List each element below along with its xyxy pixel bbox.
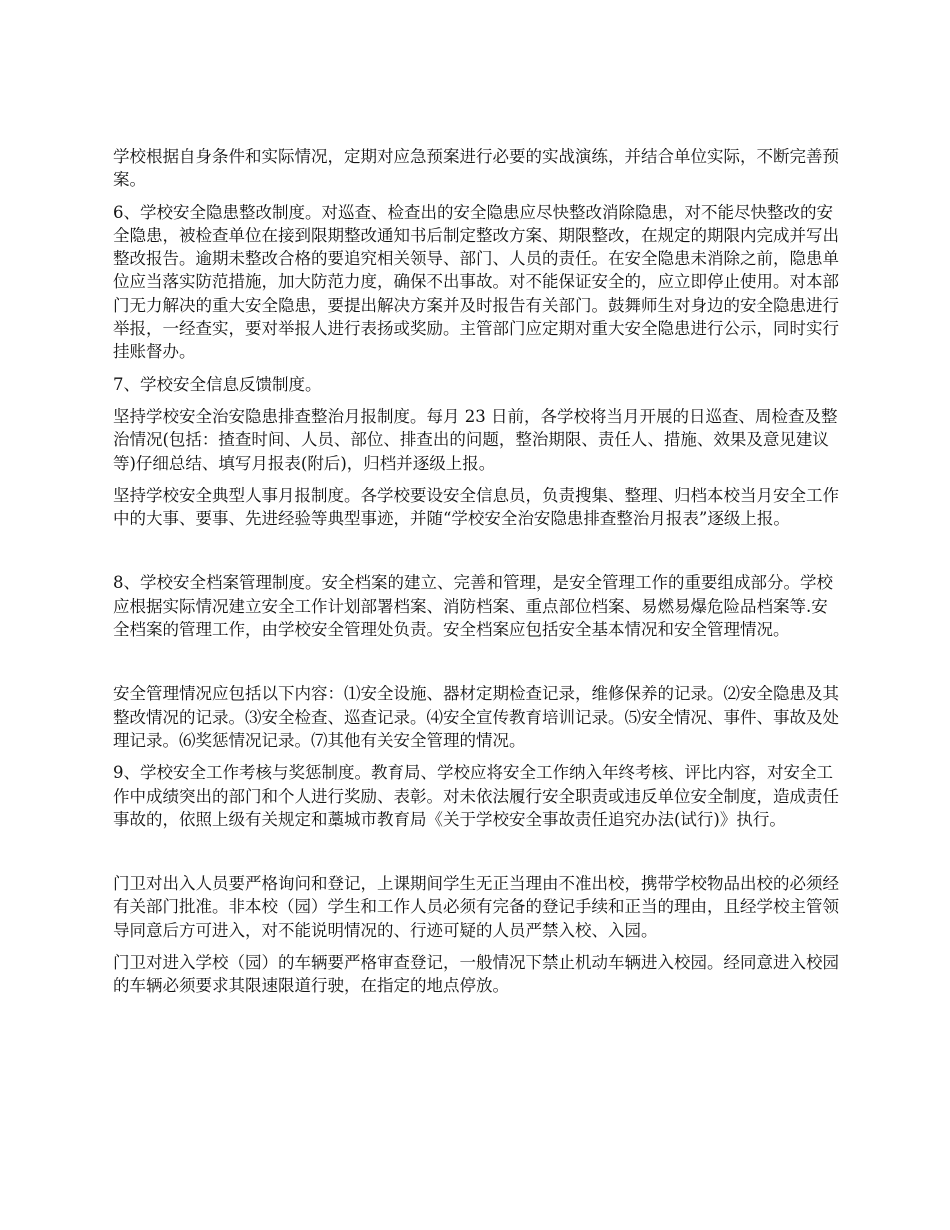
- paragraph-gate-vehicles: 门卫对进入学校（园）的车辆要严格审查登记，一般情况下禁止机动车辆进入校园。经同意进入校园的车辆必须要求其限速限道行驶，在指定的地点停放。: [113, 953, 839, 996]
- document-body: [113, 145, 841, 1007]
- paragraph-gate-personnel: 门卫对出入人员要严格询问和登记，上课期间学生无正当理由不准出校，携带学校物品出校的必须经有关部门批准。非本校（园）学生和工作人员必须有完备的登记手续和正当的理由，且经学校主管领导同意后方可进入，对不能说明情况的、行迹可疑的人员严禁入校、入园。: [113, 874, 839, 940]
- paragraph-info-feedback-heading: 7、学校安全信息反馈制度。: [113, 374, 322, 394]
- paragraph-monthly-hazard-report: 坚持学校安全治安隐患排查整治月报制度。每月 23 日前，各学校将当月开展的日巡查、周检查及整治情况(包括：揸查时间、人员、部位、排查出的问题，整治期限、责任人、措施、效果及意见建议等)仔细总结、填写月报表(附后)，归档并逐级上报。: [113, 406, 838, 473]
- paragraph-emergency-drill: 学校根据自身条件和实际情况，定期对应急预案进行必要的实战演练，并结合单位实际，不断完善预案。: [113, 147, 839, 190]
- paragraph-management-records: 安全管理情况应包括以下内容：⑴安全设施、器材定期检查记录，维修保养的记录。⑵安全隐患及其整改情况的记录。⑶安全检查、巡查记录。⑷安全宣传教育培训记录。⑸安全情况、事件、事故及处理记录。⑹奖惩情况记录。⑺其他有关安全管理的情况。: [113, 684, 839, 750]
- paragraph-typical-events-report: 坚持学校安全典型人事月报制度。各学校要设安全信息员，负责搜集、整理、归档本校当月安全工作中的大事、要事、先进经验等典型事迹，并随“学校安全治安隐患排查整治月报表”逐级上报。: [113, 485, 839, 529]
- paragraph-archive-management: 8、学校安全档案管理制度。安全档案的建立、完善和管理，是安全管理工作的重要组成部分。学校应根据实际情况建立安全工作计划部署档案、消防档案、重点部位档案、易燃易爆危险品档案等.安全档案的管理工作，由学校安全管理处负责。安全档案应包括安全基本情况和安全管理情况。: [113, 573, 833, 640]
- paragraph-hazard-rectification: 6、学校安全隐患整改制度。对巡查、检查出的安全隐患应尽快整改消除隐患，对不能尽快整改的安全隐患，被检查单位在接到限期整改通知书后制定整改方案、期限整改，在规定的期限内完成并写出整改报告。逾期未整改合格的要追究相关领导、部门、人员的责任。在安全隐患未消除之前，隐患单位应当落实防范措施，加大防范力度，确保不出事故。对不能保证安全的，应立即停止使用。对本部门无力解决的重大安全隐患，要提出解决方案并及时报告有关部门。鼓舞师生对身边的安全隐患进行举报，一经查实，要对举报人进行表扬或奖励。主管部门应定期对重大安全隐患进行公示，同时实行挂账督办。: [113, 202, 839, 362]
- paragraph-assessment-rewards: 9、学校安全工作考核与奖惩制度。教育局、学校应将安全工作纳入年终考核、评比内容，对安全工作中成绩突出的部门和个人进行奖励、表彰。对未依法履行安全职责或违反单位安全制度，造成责任事故的，依照上级有关规定和藁城市教育局《关于学校安全事故责任追究办法(试行)》执行。: [113, 763, 839, 829]
